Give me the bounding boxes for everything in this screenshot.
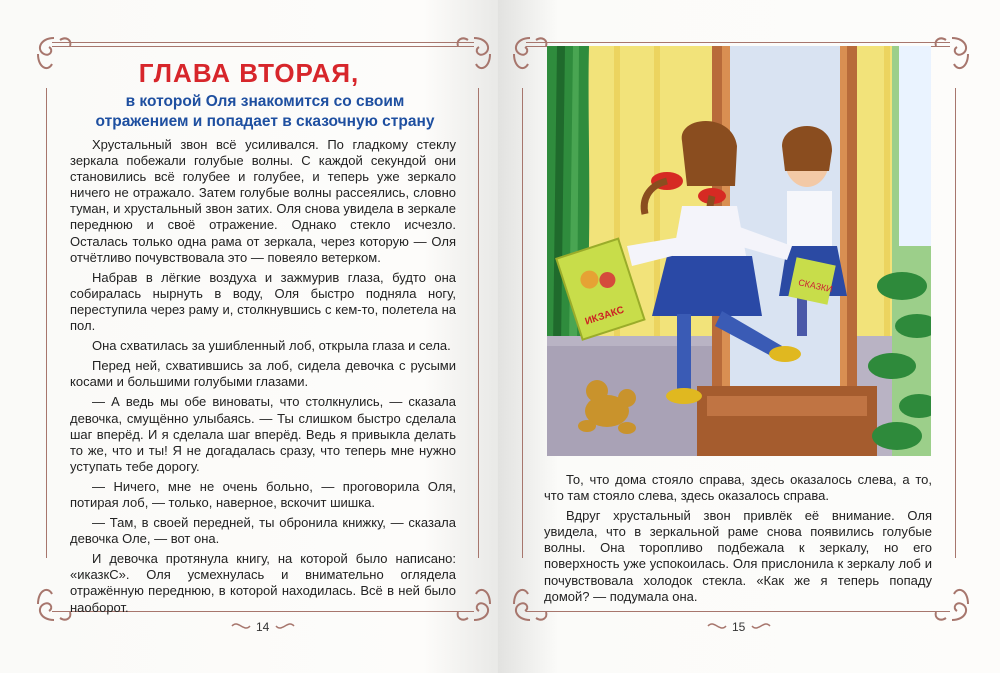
chapter-title: ГЛАВА ВТОРАЯ, bbox=[138, 58, 360, 88]
chapter-subtitle bbox=[60, 92, 470, 132]
right-frame-line bbox=[478, 88, 479, 558]
paragraph: Она схватилась за ушибленный лоб, открыла глаза и села. bbox=[92, 338, 451, 354]
page-number: 14 bbox=[256, 620, 270, 634]
paragraph: То, что дома стояло справа, здесь оказалось слева, а то, что там стояло слева, здесь оказалось справа. bbox=[544, 472, 932, 504]
paragraph: — А ведь мы обе виноваты, что столкнулись, — сказала девочка, смущённо улыбаясь. — Ты слишком быстро сделала шаг вперёд. И я сделала шаг вперёд. Ведь я привыкла делать то же, что и ты! Я не догадалась сразу, что теперь мне нужно уступать тебе дорогу. bbox=[70, 394, 456, 474]
page-number: 15 bbox=[732, 620, 746, 634]
paragraph: И девочка протянула книгу, на которой было написано: «иказкС». Оля усмехнулась и внимательно оглядела отражённую переднюю, в которой находилась. Всё в ней было наоборот. bbox=[70, 551, 456, 615]
paragraph: Хрустальный звон всё усиливался. По гладкому стеклу зеркала побежали голубые волны. С каждой секундой они становились всё голубее и голубее, и теперь уже зеркало ничего не отражало. Затем голубые волны рассеялись, словно туман, и хрустальный звон затих. Оля снова увидела в зеркале переднюю и своё отражение. Однако стекло исчезло. Осталась только одна рама от зеркала, через которую — Оля отчётливо почувствовала это — повеяло ветерком. bbox=[70, 137, 456, 265]
left-page bbox=[0, 0, 498, 673]
illustration-girl-at-mirror bbox=[547, 46, 931, 456]
paragraph: Перед ней, схватившись за лоб, сидела девочка с русыми косами и большими голубыми глазами. bbox=[70, 358, 456, 390]
right-frame-line bbox=[955, 88, 956, 558]
book-cover-text: ИКЗАКС bbox=[583, 304, 626, 328]
paragraph: — Там, в своей передней, ты обронила книжку, — сказала девочка Оле, — вот она. bbox=[70, 515, 456, 547]
right-body-text bbox=[544, 472, 932, 605]
subtitle-line: отражением и попадает в сказочную страну bbox=[95, 113, 435, 130]
corner-ornament-icon bbox=[928, 30, 976, 78]
top-frame-line-inner bbox=[52, 46, 474, 47]
paragraph: Набрав в лёгкие воздуха и зажмурив глаза, будто она собиралась нырнуть в воду, Оля быстро подняла ногу, переступила через раму и, столкнувшись с кем-то, полетела на пол. bbox=[70, 269, 456, 334]
top-frame-line bbox=[52, 42, 474, 43]
left-frame-line bbox=[522, 88, 523, 558]
left-body-text bbox=[70, 137, 456, 616]
top-frame-line bbox=[526, 42, 950, 43]
mirror-book-text: СКАЗКИ bbox=[797, 277, 834, 295]
left-frame-line bbox=[46, 88, 47, 558]
paragraph: — Ничего, мне не очень больно, — проговорила Оля, потирая лоб, — только, наверное, вскочит шишка. bbox=[70, 478, 456, 510]
corner-ornament-icon bbox=[928, 580, 976, 628]
paragraph: Вдруг хрустальный звон привлёк её внимание. Оля увидела, что в зеркальной раме снова появились голубые волны. Она торопливо подбежала к зеркалу, но его поверхность уже успокоилась. Оля прислонила к зеркалу лоб и почувствовала холодок стекла. «Как же я теперь попаду домой? — подумала она. bbox=[544, 508, 932, 604]
subtitle-line: в которой Оля знакомится со своим bbox=[125, 93, 405, 110]
corner-ornament-icon bbox=[450, 580, 498, 628]
bottom-frame-line bbox=[526, 611, 950, 612]
